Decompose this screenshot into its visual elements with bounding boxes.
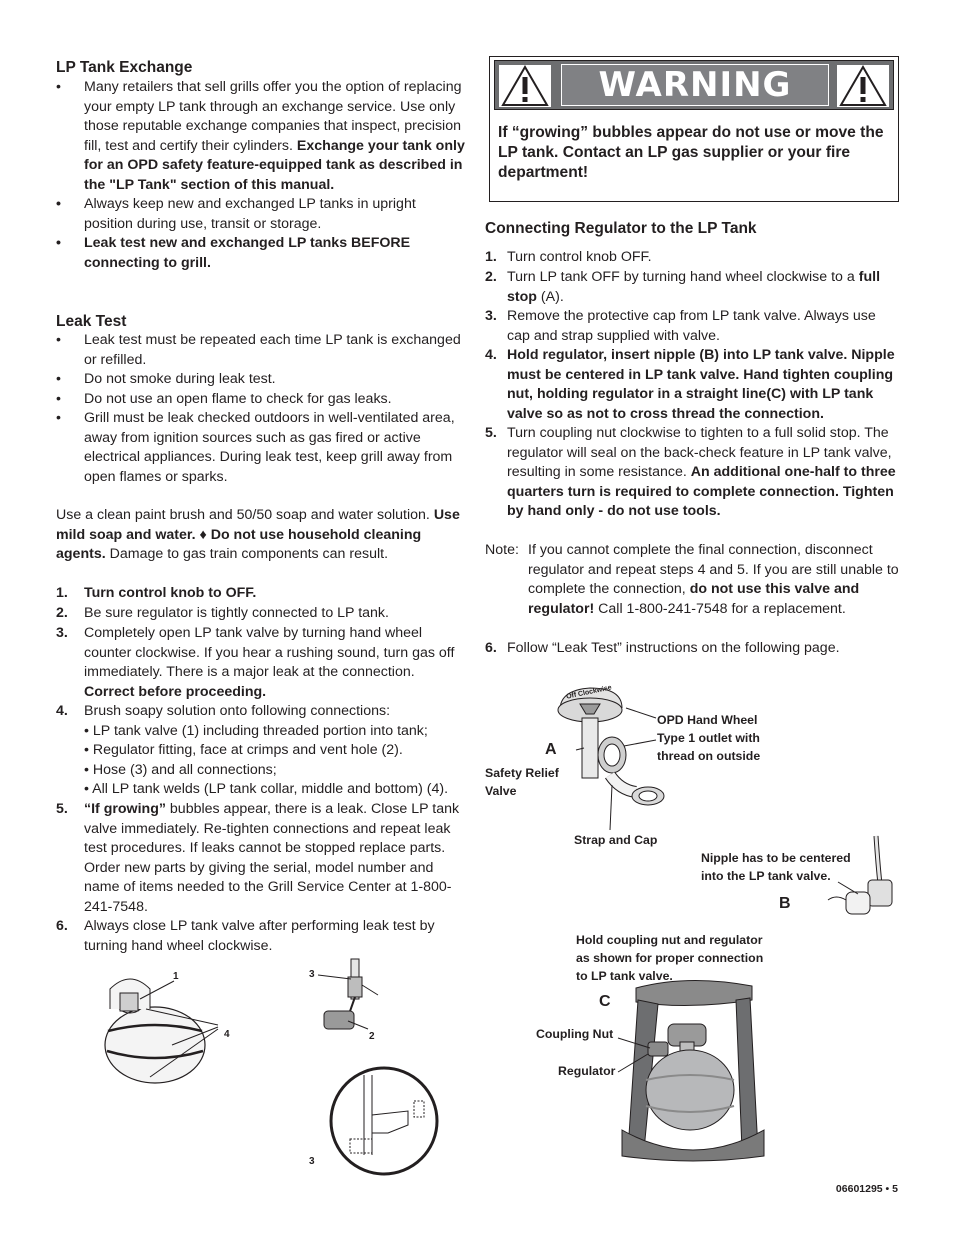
step-text: Turn control knob to OFF. — [84, 585, 257, 601]
para-text: Use a clean paint brush and 50/50 soap and water solution. — [56, 507, 430, 523]
sub-item: • LP tank valve (1) including threaded portion into tank; — [84, 722, 428, 739]
list-item: • Leak test new and exchanged LP tanks BEFORE connecting to grill. — [56, 234, 466, 273]
bullet-text: Do not use an open flame to check for gas leaks. — [84, 391, 392, 407]
label-line: Type 1 outlet with — [657, 731, 760, 745]
warning-triangle-icon — [501, 65, 549, 107]
step-text: Be sure regulator is tightly connected to LP tank. — [84, 605, 389, 621]
lp-exchange-heading: LP Tank Exchange — [56, 59, 193, 76]
regulator-nipple-diagram — [820, 836, 900, 926]
hold-coupling-label — [576, 931, 763, 985]
note-text: If you cannot complete the final connection, disconnect regulator and repeat steps 4 and 5. If you are still unable to complete the connection, — [528, 542, 899, 598]
sub-item: • All LP tank welds (LP tank collar, middle and bottom) (4). — [84, 781, 449, 798]
connecting-heading: Connecting Regulator to the LP Tank — [485, 220, 757, 237]
note — [485, 541, 900, 619]
warning-triangle-left — [499, 65, 551, 107]
warning-triangle-right — [837, 65, 889, 107]
step-bold: Hold regulator, insert nipple (B) into LP tank valve. Nipple must be centered in LP tank valve. Hand tighten coupling nut, holding regulator in a straight line(C) with LP tank valve so as not to cross thread the connection. — [507, 347, 895, 422]
callout-3b: 3 — [309, 1156, 315, 1167]
leak-test-heading: Leak Test — [56, 313, 127, 330]
bullet-bold-text: Exchange your tank only for an OPD safety feature-equipped tank as described in the "LP Tank" section of this manual. — [84, 137, 465, 193]
lp-tank-leak-diagram — [50, 965, 250, 1095]
regulator-label: Regulator — [558, 1064, 616, 1078]
warning-box — [489, 56, 899, 202]
warning-title: WARNING — [598, 65, 792, 105]
step-item: 6. Always close LP tank valve after performing leak test by turning hand wheel clockwise. — [56, 917, 466, 956]
step-bold: full stop — [507, 269, 881, 305]
warning-header — [494, 60, 894, 110]
list-item: • Grill must be leak checked outdoors in well-ventilated area, away from ignition sources such as gas fired or active electrical appliances. During leak test, keep grill away from open flames or sparks. — [56, 409, 466, 487]
coupling-nut-label: Coupling Nut — [536, 1027, 614, 1041]
bullet-text: Grill must be leak checked outdoors in well-ventilated area, away from ignition sources such as gas fired or active electrical appliances. During leak test, keep grill away from open flames or sparks. — [84, 410, 455, 485]
list-item: • Leak test must be repeated each time LP tank is exchanged or refilled. — [56, 331, 466, 370]
label-line: to LP tank valve. — [576, 969, 673, 983]
step-text: Follow “Leak Test” instructions on the following page. — [507, 640, 840, 656]
step-item: 1. Turn control knob OFF. — [485, 248, 900, 268]
bullet-text: Leak test must be repeated each time LP tank is exchanged or refilled. — [84, 332, 461, 368]
step-item: 3. Completely open LP tank valve by turning hand wheel counter clockwise. If you hear a rushing sound, turn gas off immediately. There is a major leak at the connection. Correct before proceeding. — [56, 625, 455, 700]
step-text: Turn coupling nut clockwise to tighten to a full solid stop. The regulator will seal on the back-check feature in LP tank valve, resulting in some resistance. — [507, 425, 892, 481]
off-clockwise-label: Off Clockwise — [565, 684, 613, 701]
bullet-text: Do not smoke during leak test. — [84, 371, 276, 387]
step-bold: “If growing” — [84, 801, 166, 817]
list-item: • Many retailers that sell grills offer you the option of replacing your empty LP tank through an exchange service. Use only those reputable exchange companies that inspect, precision fill, test and certify their cylinders. Exchange your tank only for an OPD safety feature-equipped tank as described in the "LP Tank" section of this manual. — [56, 79, 465, 193]
callout-3: 3 — [309, 969, 315, 980]
step-item: 4. Brush soapy solution onto following connections: • LP tank valve (1) including threaded portion into tank; • Regulator fitting, face at crimps and vent hole (2). • Hose (3) and all connections; • All LP tank welds (LP tank collar, middle and bottom) (4). — [56, 703, 449, 798]
step-item: 3. Remove the protective cap from LP tank valve. Always use cap and strap supplied with valve. — [485, 307, 900, 346]
regulator-hose-diagram — [318, 955, 388, 1055]
strap-and-cap-label: Strap and Cap — [574, 833, 658, 847]
note-bold: do not use this valve and regulator! — [528, 581, 860, 617]
step-text: Turn LP tank OFF by turning hand wheel clockwise to a — [507, 269, 855, 285]
callout-1: 1 — [173, 971, 179, 982]
callout-4: 4 — [224, 1029, 230, 1040]
soap-instructions: Use a clean paint brush and 50/50 soap and water solution. Use mild soap and water. ♦ Do not use household cleaning agents. Damage to gas train components can result. — [56, 507, 460, 563]
step-item: 1. Turn control knob to OFF. — [56, 584, 466, 604]
step-text: Brush soapy solution onto following connections: — [84, 703, 391, 719]
sub-item: • Hose (3) and all connections; — [84, 761, 277, 778]
opd-hand-wheel-label — [657, 711, 760, 765]
step-text: Remove the protective cap from LP tank valve. Always use cap and strap supplied with valve. — [507, 308, 876, 344]
label-line: Safety Relief — [485, 766, 559, 780]
para-bold: Use mild soap and water. — [56, 507, 460, 543]
label-line: thread on outside — [657, 749, 761, 763]
step-bold: An additional one-half to three quarters turn is required to complete connection. Tighten by hand only - do not use tools. — [507, 464, 896, 520]
step-text: Turn control knob OFF. — [507, 249, 652, 265]
callout-2: 2 — [369, 1031, 375, 1042]
step-item: 4. Hold regulator, insert nipple (B) into LP tank valve. Nipple must be centered in LP tank valve. Hand tighten coupling nut, holding regulator in a straight line(C) with LP tank valve so as not to cross thread the connection. — [485, 346, 900, 424]
step-item: 6. Follow “Leak Test” instructions on the following page. — [485, 639, 900, 659]
step-text: Completely open LP tank valve by turning hand wheel counter clockwise. If you hear a rushing sound, turn gas off immediately. There is a major leak at the connection. — [84, 625, 455, 681]
label-line: Valve — [485, 784, 517, 798]
step-text: Always close LP tank valve after performing leak test by turning hand wheel clockwise. — [84, 918, 435, 954]
step-item: 2. Turn LP tank OFF by turning hand wheel clockwise to a full stop (A). — [485, 269, 881, 305]
bullet-bold-text: Leak test new and exchanged LP tanks BEFORE connecting to grill. — [84, 235, 411, 271]
label-C: C — [599, 993, 611, 1010]
list-item: • Always keep new and exchanged LP tanks in upright position during use, transit or storage. — [56, 195, 466, 234]
list-item: • Do not smoke during leak test. — [56, 370, 466, 390]
bullet-text: Many retailers that sell grills offer you the option of replacing your empty LP tank through an exchange service. Use only those reputable exchange companies that inspect, precision fill, test and certify their cylinders. — [84, 79, 462, 154]
bullet-text: Always keep new and exchanged LP tanks in upright position during use, transit or storage. — [84, 196, 416, 232]
warning-triangle-icon — [839, 65, 887, 107]
step-item: 5. “If growing” bubbles appear, there is a leak. Close LP tank valve immediately. Re-tighten connections and repeat leak test procedures. If leaks cannot be stopped replace parts. Order new parts by giving the serial, model number and name of items needed to the Grill Service Center at 1-800-241-7548. — [56, 801, 460, 915]
para-text: Damage to gas train components can result. — [109, 546, 389, 563]
sub-item: • Regulator fitting, face at crimps and vent hole (2). — [84, 742, 403, 759]
label-line: Hold coupling nut and regulator — [576, 933, 763, 947]
para-bold: Do not use household cleaning agents. — [56, 526, 422, 563]
list-item: • Do not use an open flame to check for gas leaks. — [56, 390, 466, 410]
note-text: Call 1-800-241-7548 for a replacement. — [598, 600, 846, 617]
hose-detail-circle — [328, 1065, 440, 1177]
step-bold: Correct before proceeding. — [84, 683, 267, 700]
step-text: bubbles appear, there is a leak. Close LP tank valve immediately. Re-tighten connections and repeat leak test procedures. If leaks cannot be stopped replace parts. Order new parts by giving the serial, model number and name of items needed to the Grill Service Center at 1-800-241-7548. — [84, 801, 460, 915]
warning-text: If “growing” bubbles appear do not use or move the LP tank. Contact an LP gas supplier or your fire department! — [498, 124, 884, 181]
grill-tank-connection-diagram — [618, 980, 768, 1160]
step-text: (A). — [540, 288, 564, 305]
step-item: 2. Be sure regulator is tightly connected to LP tank. — [56, 604, 466, 624]
label-A: A — [545, 741, 557, 758]
page-footer: 06601295 • 5 — [835, 1183, 898, 1195]
label-line: OPD Hand Wheel — [657, 713, 758, 727]
safety-relief-label — [485, 764, 559, 800]
warning-title-panel — [561, 64, 829, 106]
label-B: B — [779, 895, 791, 912]
label-line: into the LP tank valve. — [701, 869, 831, 883]
label-line: Nipple has to be centered — [701, 851, 851, 865]
label-line: as shown for proper connection — [576, 951, 764, 965]
note-label: Note: — [485, 542, 519, 558]
step-item: 5. Turn coupling nut clockwise to tighten to a full solid stop. The regulator will seal on the back-check feature in LP tank valve, resulting in some resistance. An additional one-half to three quarters turn is required to complete connection. Tighten by hand only - do not use tools. — [485, 425, 896, 520]
